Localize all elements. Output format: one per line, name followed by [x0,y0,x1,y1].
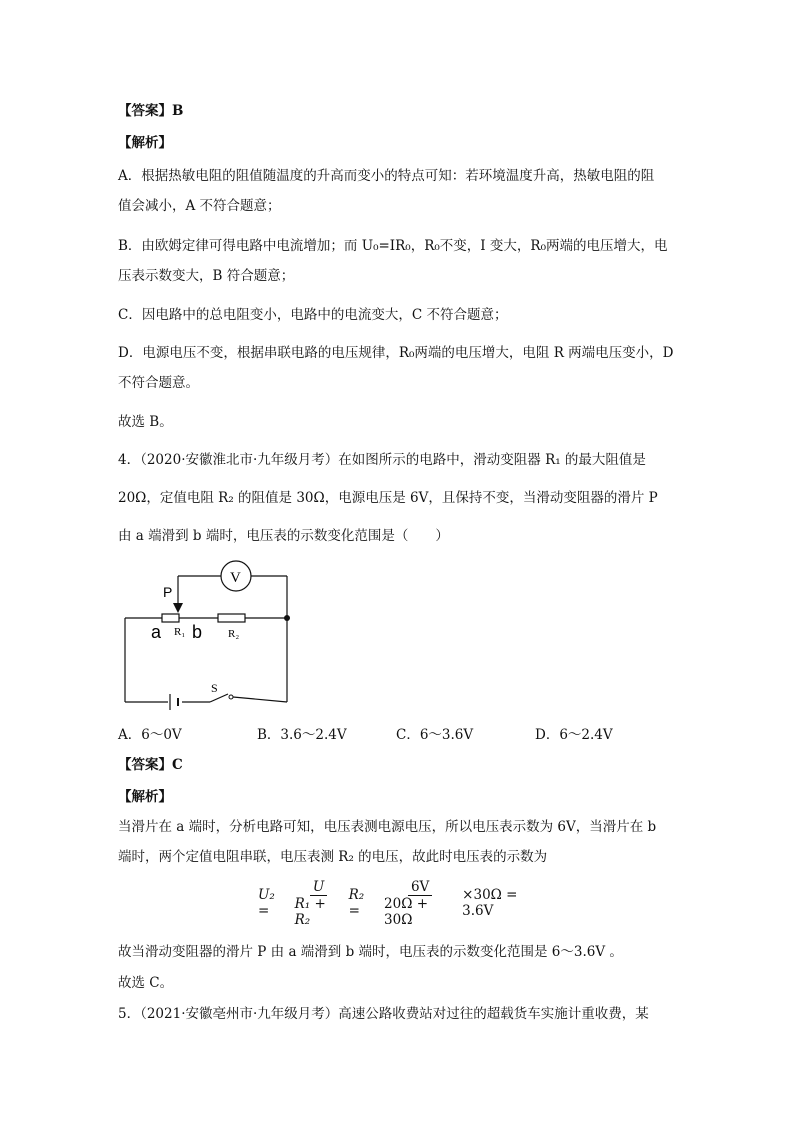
analysis-4-title: 【解析】 [118,789,172,805]
switch-lever [210,694,228,702]
analysis-3-conclusion: 故选 B。 [118,414,173,430]
answer-3: 【答案】B [118,103,184,119]
r1-resistor [162,614,179,622]
question-4-line2: 20Ω，定值电阻 R₂ 的阻值是 30Ω，电源电压是 6V，且保持不变，当滑动变阻器的滑片 P [118,490,658,506]
switch-label: S [211,681,218,695]
option-4-a: A．6～0V [118,727,182,743]
r2-label: R₂ [228,628,240,640]
question-4-line1: 4．（2020·安徽淮北市·九年级月考）在如图所示的电路中，滑动变阻器 R₁ 的最大阻值是 [118,452,646,468]
end-b-label: b [192,622,203,642]
end-a-label: a [151,622,162,642]
analysis-4-line1: 当滑片在 a 端时，分析电路可知，电压表测电源电压，所以电压表示数为 6V，当滑片在 b [118,819,657,835]
analysis-4-line2: 端时，两个定值电阻串联，电压表测 R₂ 的电压，故此时电压表的示数为 [118,849,548,865]
analysis-3-c-line1: C．因电路中的总电阻变小，电路中的电流变大，C 不符合题意； [118,307,508,323]
formula [258,880,548,926]
analysis-3-d-line1: D．电源电压不变，根据串联电路的电压规律，R₀两端的电压增大，电阻 R 两端电压变小，D [118,345,674,361]
formula-rhs: ×30Ω = 3.6V [462,887,518,919]
formula-fraction-2 [381,879,459,928]
answer-4: 【答案】C [118,757,183,773]
slider-arrow [173,603,183,613]
option-4-b: B．3.6～2.4V [257,727,347,743]
question-5-line1: 5．（2021·安徽亳州市·九年级月考）高速公路收费站对过往的超载货车实施计重收费，某 [118,1006,649,1022]
formula-denominator-1: R₁ + R₂ [294,895,326,928]
analysis-4-conclusion: 故选 C。 [118,975,174,991]
slider-label: P [163,584,173,600]
option-4-c: C．6～3.6V [396,727,474,743]
analysis-3-title: 【解析】 [118,135,172,151]
circuit-diagram [120,555,320,715]
analysis-3-a-line1: A．根据热敏电阻的阻值随温度的升高而变小的特点可知：若环境温度升高，热敏电阻的阻 [118,168,655,184]
analysis-3-d-line2: 不符合题意。 [118,375,199,391]
analysis-3-b-line1: B．由欧姆定律可得电路中电流增加；而 U₀=IR₀，R₀不变，I 变大，R₀两端的电压增大，电 [118,238,668,254]
formula-mid: R₂ = [348,887,365,919]
analysis-3-a-line2: 值会减小，A 不符合题意； [118,198,281,214]
formula-lhs: U₂ = [258,887,275,919]
option-4-d: D．6～2.4V [535,727,613,743]
formula-numerator-1: U [310,879,327,896]
r1-label: R₁ [174,626,186,638]
formula-numerator-2: 6V [408,879,432,896]
analysis-3-b-line2: 压表示数变大，B 符合题意； [118,268,295,284]
formula-fraction-1 [292,879,346,928]
question-4-line3: 由 a 端滑到 b 端时，电压表的示数变化范围是（ ） [118,528,449,544]
switch-contact [229,695,233,699]
voltmeter-label: V [230,570,241,586]
formula-denominator-2: 20Ω + 30Ω [384,895,429,928]
analysis-4-line3: 故当滑动变阻器的滑片 P 由 a 端滑到 b 端时，电压表的示数变化范围是 6～3.6V 。 [118,944,623,960]
r2-resistor [218,614,245,622]
